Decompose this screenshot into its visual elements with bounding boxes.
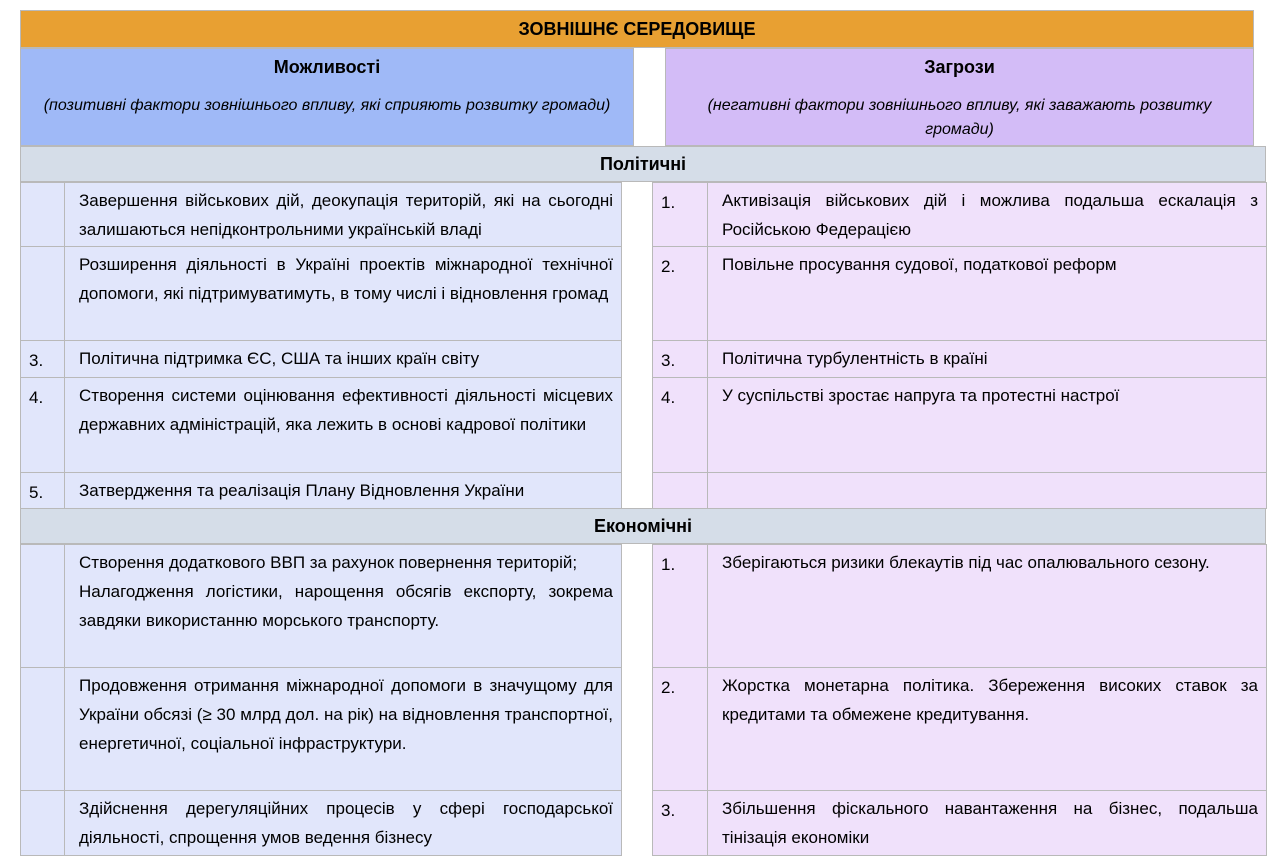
threat-text: Повільне просування судової, податкової реформ (707, 246, 1267, 341)
threat-number: 3. (652, 340, 708, 378)
threat-text: Політична турбулентність в країні (707, 340, 1267, 378)
opportunity-number (20, 246, 65, 341)
opportunities-subtitle: (позитивні фактори зовнішнього впливу, які сприяють розвитку громади) (43, 97, 611, 114)
opportunity-text: Здійснення дерегуляційних процесів у сфері господарської діяльності, спрощення умов ведення бізнесу (64, 790, 622, 856)
section-header-political: Політичні (20, 146, 1266, 182)
section-header-economic: Економічні (20, 508, 1266, 544)
opportunity-text: Створення системи оцінювання ефективності діяльності місцевих державних адміністрацій, яка лежить в основі кадрової політики (64, 377, 622, 473)
threat-text: Збільшення фіскального навантаження на бізнес, подальша тінізація економіки (707, 790, 1267, 856)
threats-header (665, 48, 1254, 146)
opportunities-title: Можливості (273, 57, 381, 77)
opportunity-text: Продовження отримання міжнародної допомоги в значущому для України обсязі (≥ 30 млрд дол. на рік) на відновлення транспортної, енергетичної, соціальної інфраструктури. (64, 667, 622, 791)
threats-subtitle: (негативні фактори зовнішнього впливу, які заважають розвитку громади) (707, 97, 1212, 138)
opportunity-number: 4. (20, 377, 65, 473)
opportunity-number (20, 667, 65, 791)
table-title: ЗОВНІШНЄ СЕРЕДОВИЩЕ (20, 10, 1254, 48)
opportunity-text: Політична підтримка ЄС, США та інших країн світу (64, 340, 622, 378)
opportunity-number: 3. (20, 340, 65, 378)
threat-number: 2. (652, 246, 708, 341)
opportunity-text: Затвердження та реалізація Плану Відновлення України (64, 472, 622, 509)
threat-text: Жорстка монетарна політика. Збереження високих ставок за кредитами та обмежене кредитування. (707, 667, 1267, 791)
opportunity-number (20, 790, 65, 856)
threat-number: 4. (652, 377, 708, 473)
threats-title: Загрози (924, 57, 995, 77)
opportunity-text: Створення додаткового ВВП за рахунок повернення територій; Налагодження логістики, нарощення обсягів експорту, зокрема завдяки використанню морського транспорту. (64, 544, 622, 668)
opportunity-number (20, 544, 65, 668)
threat-number: 1. (652, 544, 708, 668)
threat-text (707, 472, 1267, 509)
opportunity-number (20, 182, 65, 247)
threat-number: 2. (652, 667, 708, 791)
threat-text: Зберігаються ризики блекаутів під час опалювального сезону. (707, 544, 1267, 668)
threat-text: Активізація військових дій і можлива подальша ескалація з Російською Федерацією (707, 182, 1267, 247)
threat-number: 1. (652, 182, 708, 247)
opportunity-text: Розширення діяльності в Україні проектів міжнародної технічної допомоги, які підтримуватимуть, в тому числі і відновлення громад (64, 246, 622, 341)
opportunities-header (20, 48, 634, 146)
threat-text: У суспільстві зростає напруга та протестні настрої (707, 377, 1267, 473)
threat-number: 3. (652, 790, 708, 856)
threat-number (652, 472, 708, 509)
opportunity-text: Завершення військових дій, деокупація територій, які на сьогодні залишаються непідконтрольними українській владі (64, 182, 622, 247)
opportunity-number: 5. (20, 472, 65, 509)
